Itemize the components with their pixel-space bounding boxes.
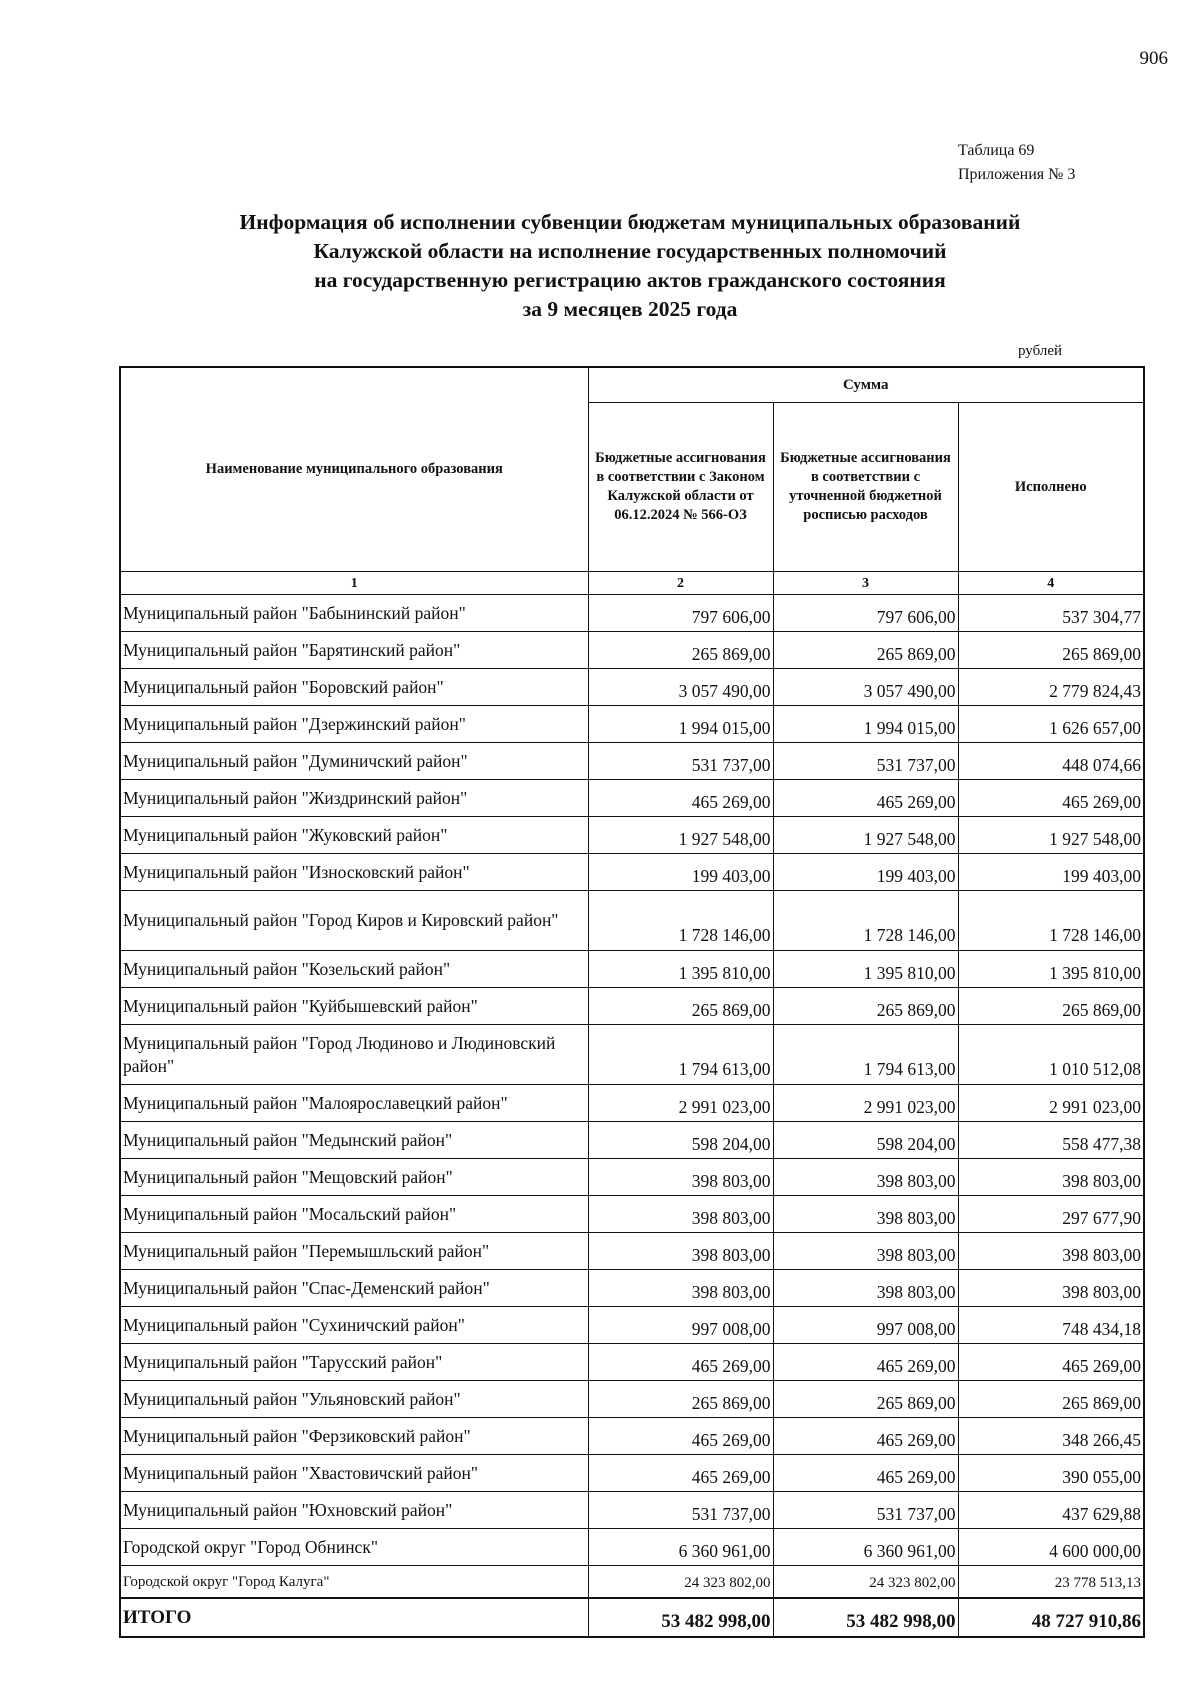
table-row [120,1085,1144,1122]
title-line-1: Информация об исполнении субвенции бюджетам муниципальных образований [239,210,1021,234]
title-line-4: за 9 месяцев 2025 года [522,297,738,321]
revised-allocation-cell: 1 927 548,00 [773,817,958,854]
column-number: 1 [120,572,588,595]
table-row [120,1529,1144,1566]
municipality-name-cell: Муниципальный район "Сухиничский район" [120,1307,588,1344]
municipality-name-cell: Муниципальный район "Город Киров и Кировский район" [120,891,588,951]
revised-allocation-cell: 265 869,00 [773,632,958,669]
municipality-name-cell: Муниципальный район "Перемышльский район" [120,1233,588,1270]
title-line-3: на государственную регистрацию актов гражданского состояния [314,268,946,292]
executed-cell: 465 269,00 [958,1344,1144,1381]
municipality-name-cell: Муниципальный район "Барятинский район" [120,632,588,669]
executed-cell: 265 869,00 [958,988,1144,1025]
table-row [120,1196,1144,1233]
law-allocation-cell: 199 403,00 [588,854,773,891]
law-allocation-cell: 465 269,00 [588,1344,773,1381]
table-row [120,595,1144,632]
municipality-name-cell: Муниципальный район "Спас-Деменский район" [120,1270,588,1307]
law-allocation-cell: 398 803,00 [588,1196,773,1233]
revised-allocation-cell: 797 606,00 [773,595,958,632]
revised-allocation-cell: 465 269,00 [773,1418,958,1455]
executed-cell: 1 927 548,00 [958,817,1144,854]
executed-cell: 4 600 000,00 [958,1529,1144,1566]
executed-cell: 748 434,18 [958,1307,1144,1344]
table-row [120,669,1144,706]
revised-allocation-cell: 265 869,00 [773,1381,958,1418]
municipality-name-cell: Муниципальный район "Ферзиковский район" [120,1418,588,1455]
municipality-name-cell: Городской округ "Город Калуга" [120,1566,588,1599]
executed-cell: 465 269,00 [958,780,1144,817]
table-row [120,1122,1144,1159]
law-allocation-cell: 3 057 490,00 [588,669,773,706]
revised-allocation-cell: 199 403,00 [773,854,958,891]
law-allocation-cell: 997 008,00 [588,1307,773,1344]
table-row [120,891,1144,951]
law-allocation-cell: 797 606,00 [588,595,773,632]
revised-allocation-cell: 24 323 802,00 [773,1566,958,1599]
table-body [120,595,1144,1638]
executed-cell: 448 074,66 [958,743,1144,780]
table-row [120,1381,1144,1418]
executed-cell: 398 803,00 [958,1233,1144,1270]
law-allocation-cell: 1 794 613,00 [588,1025,773,1085]
law-allocation-cell: 24 323 802,00 [588,1566,773,1599]
executed-cell: 537 304,77 [958,595,1144,632]
units-label: рублей [1018,343,1063,359]
table-row [120,1455,1144,1492]
revised-allocation-cell: 3 057 490,00 [773,669,958,706]
law-allocation-cell: 265 869,00 [588,632,773,669]
table-row [120,632,1144,669]
law-allocation-cell: 398 803,00 [588,1159,773,1196]
executed-cell: 23 778 513,13 [958,1566,1144,1599]
table-row [120,1270,1144,1307]
municipality-name-cell: Муниципальный район "Малоярославецкий район" [120,1085,588,1122]
executed-cell: 390 055,00 [958,1455,1144,1492]
revised-allocation-cell: 2 991 023,00 [773,1085,958,1122]
executed-cell: 1 626 657,00 [958,706,1144,743]
municipality-name-cell: Муниципальный район "Юхновский район" [120,1492,588,1529]
municipality-name-cell: Муниципальный район "Жуковский район" [120,817,588,854]
municipality-name-cell: Муниципальный район "Мещовский район" [120,1159,588,1196]
municipality-name-cell: Муниципальный район "Медынский район" [120,1122,588,1159]
header-revised-allocations: Бюджетные ассигнования в соответствии с уточненной бюджетной росписью расходов [773,403,958,572]
law-allocation-cell: 265 869,00 [588,988,773,1025]
subvention-table [119,366,1145,1638]
total-executed: 48 727 910,86 [958,1598,1144,1637]
municipality-name-cell: Муниципальный район "Хвастовичский район" [120,1455,588,1492]
law-allocation-cell: 1 395 810,00 [588,951,773,988]
law-allocation-cell: 1 994 015,00 [588,706,773,743]
executed-cell: 199 403,00 [958,854,1144,891]
executed-cell: 1 395 810,00 [958,951,1144,988]
total-row [120,1598,1144,1637]
table-row [120,1492,1144,1529]
total-label: ИТОГО [120,1598,588,1637]
table-row [120,988,1144,1025]
header-name-column: Наименование муниципального образования [120,367,588,572]
executed-cell: 437 629,88 [958,1492,1144,1529]
revised-allocation-cell: 398 803,00 [773,1233,958,1270]
total-revised-allocation: 53 482 998,00 [773,1598,958,1637]
table-header [120,367,1144,595]
revised-allocation-cell: 1 994 015,00 [773,706,958,743]
revised-allocation-cell: 997 008,00 [773,1307,958,1344]
law-allocation-cell: 398 803,00 [588,1233,773,1270]
table-row [120,854,1144,891]
executed-cell: 265 869,00 [958,1381,1144,1418]
revised-allocation-cell: 465 269,00 [773,1455,958,1492]
revised-allocation-cell: 465 269,00 [773,1344,958,1381]
law-allocation-cell: 465 269,00 [588,780,773,817]
municipality-name-cell: Муниципальный район "Козельский район" [120,951,588,988]
table-row [120,1344,1144,1381]
executed-cell: 297 677,90 [958,1196,1144,1233]
municipality-name-cell: Муниципальный район "Дзержинский район" [120,706,588,743]
appendix-number: Приложения № 3 [958,166,1076,183]
executed-cell: 558 477,38 [958,1122,1144,1159]
total-law-allocation: 53 482 998,00 [588,1598,773,1637]
municipality-name-cell: Муниципальный район "Город Людиново и Людиновский район" [120,1025,588,1085]
law-allocation-cell: 465 269,00 [588,1455,773,1492]
document-title [120,208,1140,324]
municipality-name-cell: Муниципальный район "Мосальский район" [120,1196,588,1233]
law-allocation-cell: 265 869,00 [588,1381,773,1418]
table-row [120,743,1144,780]
municipality-name-cell: Муниципальный район "Износковский район" [120,854,588,891]
table-row [120,817,1144,854]
table-reference [958,139,1075,187]
revised-allocation-cell: 598 204,00 [773,1122,958,1159]
column-number: 2 [588,572,773,595]
table-row [120,1307,1144,1344]
law-allocation-cell: 6 360 961,00 [588,1529,773,1566]
table-row [120,951,1144,988]
table-row [120,1025,1144,1085]
revised-allocation-cell: 398 803,00 [773,1270,958,1307]
title-line-2: Калужской области на исполнение государственных полномочий [313,239,947,263]
law-allocation-cell: 1 927 548,00 [588,817,773,854]
executed-cell: 265 869,00 [958,632,1144,669]
revised-allocation-cell: 398 803,00 [773,1159,958,1196]
table-row [120,1159,1144,1196]
revised-allocation-cell: 1 728 146,00 [773,891,958,951]
law-allocation-cell: 398 803,00 [588,1270,773,1307]
table-row [120,1233,1144,1270]
revised-allocation-cell: 531 737,00 [773,743,958,780]
law-allocation-cell: 1 728 146,00 [588,891,773,951]
municipality-name-cell: Муниципальный район "Ульяновский район" [120,1381,588,1418]
executed-cell: 1 010 512,08 [958,1025,1144,1085]
revised-allocation-cell: 6 360 961,00 [773,1529,958,1566]
page-number: 906 [1139,48,1168,69]
executed-cell: 2 779 824,43 [958,669,1144,706]
header-executed: Исполнено [958,403,1144,572]
law-allocation-cell: 465 269,00 [588,1418,773,1455]
law-allocation-cell: 2 991 023,00 [588,1085,773,1122]
table-row [120,706,1144,743]
revised-allocation-cell: 531 737,00 [773,1492,958,1529]
executed-cell: 2 991 023,00 [958,1085,1144,1122]
law-allocation-cell: 531 737,00 [588,1492,773,1529]
executed-cell: 398 803,00 [958,1159,1144,1196]
header-law-allocations: Бюджетные ассигнования в соответствии с Законом Калужской области от 06.12.2024 № 566-ОЗ [588,403,773,572]
municipality-name-cell: Муниципальный район "Жиздринский район" [120,780,588,817]
municipality-name-cell: Городской округ "Город Обнинск" [120,1529,588,1566]
table-row [120,1566,1144,1599]
column-number: 3 [773,572,958,595]
municipality-name-cell: Муниципальный район "Тарусский район" [120,1344,588,1381]
revised-allocation-cell: 1 794 613,00 [773,1025,958,1085]
executed-cell: 348 266,45 [958,1418,1144,1455]
revised-allocation-cell: 1 395 810,00 [773,951,958,988]
column-number: 4 [958,572,1144,595]
law-allocation-cell: 598 204,00 [588,1122,773,1159]
municipality-name-cell: Муниципальный район "Думиничский район" [120,743,588,780]
executed-cell: 1 728 146,00 [958,891,1144,951]
municipality-name-cell: Муниципальный район "Куйбышевский район" [120,988,588,1025]
executed-cell: 398 803,00 [958,1270,1144,1307]
revised-allocation-cell: 398 803,00 [773,1196,958,1233]
table-row [120,1418,1144,1455]
law-allocation-cell: 531 737,00 [588,743,773,780]
table-number: Таблица 69 [958,142,1035,159]
table-row [120,780,1144,817]
municipality-name-cell: Муниципальный район "Бабынинский район" [120,595,588,632]
revised-allocation-cell: 265 869,00 [773,988,958,1025]
municipality-name-cell: Муниципальный район "Боровский район" [120,669,588,706]
header-sum-group: Сумма [588,367,1144,403]
revised-allocation-cell: 465 269,00 [773,780,958,817]
